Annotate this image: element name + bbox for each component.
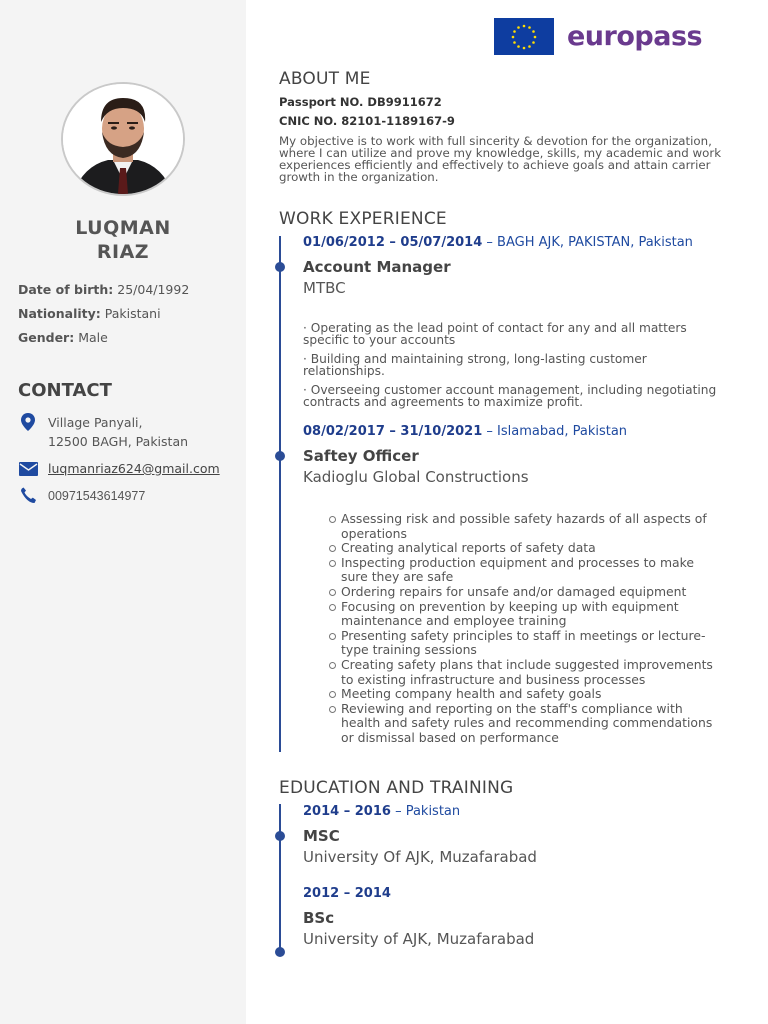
europass-wordmark: europass [567, 21, 703, 52]
job-location: – Islamabad, Pakistan [486, 424, 628, 439]
profile-photo [61, 82, 185, 196]
job-bullet: · Overseeing customer account management, including negotiating contracts and agreements to maximize profit. [303, 383, 717, 409]
gender [18, 330, 108, 345]
list-item: Creating safety plans that include suggested improvements to existing infrastructure and business processes [329, 658, 724, 687]
education-date-range: 2014 – 2016 [303, 804, 391, 819]
job-dates [303, 424, 627, 439]
contact-address [18, 413, 188, 451]
list-item: Assessing risk and possible safety hazards of all aspects of operations [329, 512, 724, 541]
list-item: Presenting safety principles to staff in meetings or lecture-type training sessions [329, 629, 724, 658]
cnic-number: CNIC NO. 82101-1189167-9 [279, 114, 455, 128]
job-bullet: · Operating as the lead point of contact for any and all matters specific to your accounts [303, 321, 687, 347]
address-line2: 12500 BAGH, Pakistan [48, 434, 189, 449]
about-title: ABOUT ME [279, 69, 371, 89]
list-item: Inspecting production equipment and processes to make sure they are safe [329, 556, 724, 585]
nationality [18, 306, 161, 321]
education-degree: BSc [303, 909, 335, 927]
email-link[interactable]: luqmanriaz624@gmail.com [48, 461, 220, 476]
first-name: LUQMAN [75, 217, 171, 239]
job-dates [303, 235, 693, 250]
work-timeline [279, 236, 281, 752]
job-organization: Kadioglu Global Constructions [303, 468, 529, 486]
education-dates [303, 804, 460, 819]
gender-label: Gender: [18, 330, 75, 345]
education-degree: MSC [303, 827, 340, 845]
list-item: Ordering repairs for unsafe and/or damaged equipment [329, 585, 724, 600]
nationality-label: Nationality: [18, 306, 101, 321]
work-experience-title: WORK EXPERIENCE [279, 209, 447, 229]
timeline-dot [275, 831, 285, 841]
phone-icon [18, 487, 38, 505]
contact-phone [18, 487, 145, 506]
passport-number: Passport NO. DB9911672 [279, 95, 442, 109]
education-title: EDUCATION AND TRAINING [279, 778, 514, 798]
list-item: Focusing on prevention by keeping up with equipment maintenance and employee training [329, 600, 724, 629]
dob-value: 25/04/1992 [117, 282, 190, 297]
europass-logo [494, 18, 702, 55]
job-bullet: · Building and maintaining strong, long-lasting customer relationships. [303, 352, 647, 378]
nationality-value: Pakistani [104, 306, 161, 321]
phone-number[interactable]: 00971543614977 [48, 489, 146, 503]
job-location: – BAGH AJK, PAKISTAN, Pakistan [486, 235, 693, 250]
list-item: Reviewing and reporting on the staff's compliance with health and safety rules and recommending commendations or dismissal based on performance [329, 702, 724, 746]
contact-title: CONTACT [18, 380, 112, 401]
education-timeline [279, 804, 281, 954]
job-bullets [303, 322, 728, 415]
education-date-range: 2012 – 2014 [303, 886, 391, 901]
objective-text: My objective is to work with full sincerity & devotion for the organization, where I can utilize and prove my knowledge, skills, my academic and work experiences efficiently and effectively to achieve goals and attain carrier growth in the organization. [279, 134, 722, 184]
date-of-birth [18, 282, 189, 297]
dob-label: Date of birth: [18, 282, 114, 297]
list-item: Creating analytical reports of safety data [329, 541, 724, 556]
gender-value: Male [78, 330, 108, 345]
education-location: – Pakistan [395, 804, 461, 819]
job-organization: MTBC [303, 279, 346, 297]
job-date-range: 08/02/2017 – 31/10/2021 [303, 424, 483, 439]
job-date-range: 01/06/2012 – 05/07/2014 [303, 235, 483, 250]
profile-name [0, 216, 246, 264]
timeline-dot [275, 451, 285, 461]
eu-flag-icon [494, 18, 554, 55]
duty-list [329, 512, 724, 746]
envelope-icon [18, 459, 38, 477]
education-school: University of AJK, Muzafarabad [303, 930, 535, 948]
last-name: RIAZ [96, 241, 150, 263]
timeline-dot [275, 947, 285, 957]
location-pin-icon [18, 413, 38, 431]
timeline-dot [275, 262, 285, 272]
education-school: University Of AJK, Muzafarabad [303, 848, 537, 866]
job-role: Account Manager [303, 258, 451, 276]
contact-email [18, 459, 220, 478]
address-line1: Village Panyali, [48, 415, 143, 430]
list-item: Meeting company health and safety goals [329, 687, 724, 702]
education-dates [303, 886, 391, 901]
job-role: Saftey Officer [303, 447, 419, 465]
